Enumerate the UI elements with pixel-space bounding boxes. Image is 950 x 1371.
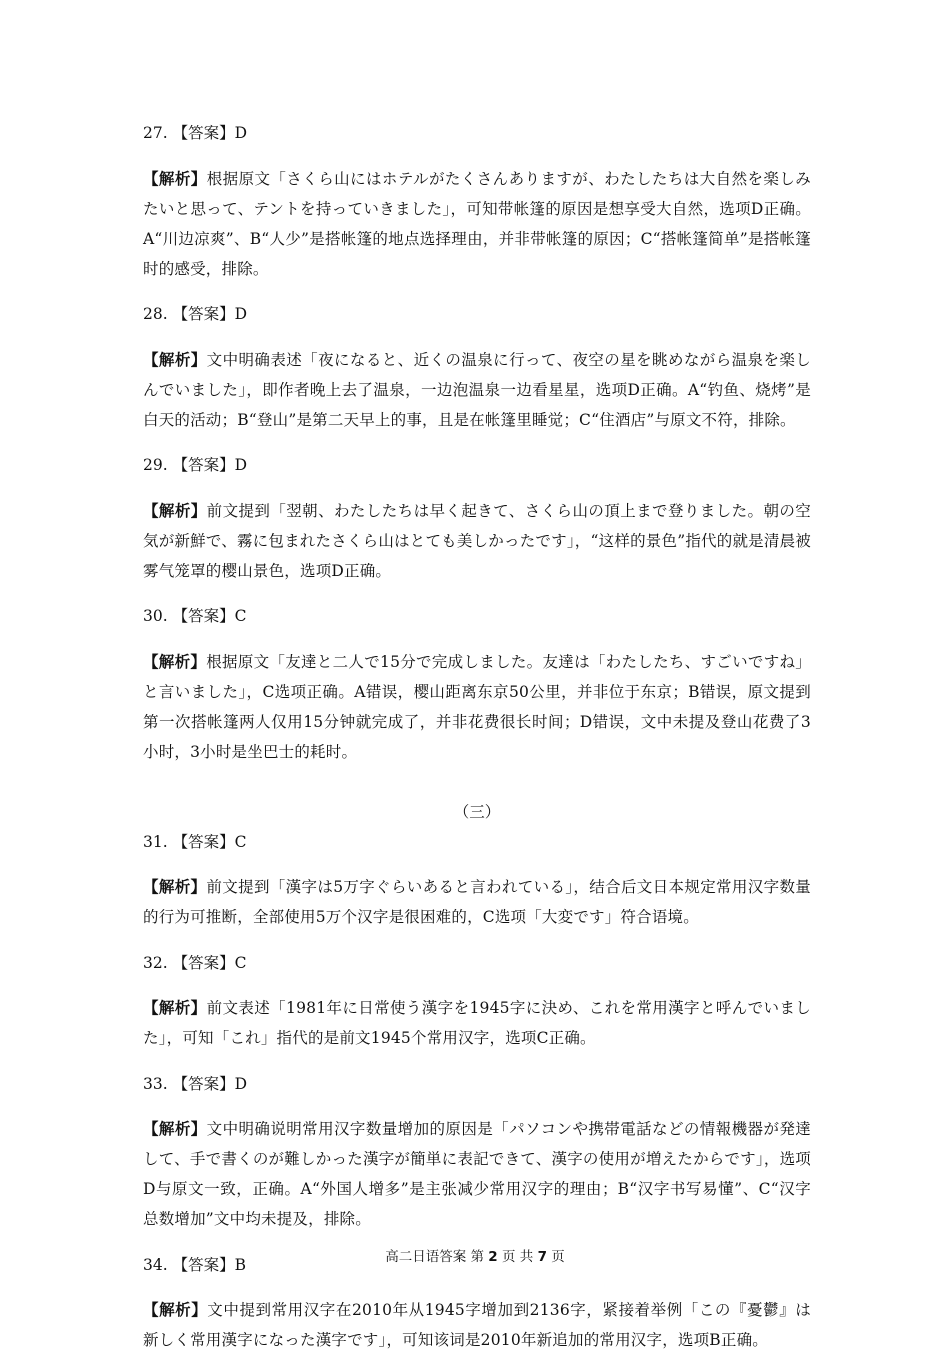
answer-line-32: 32. 【答案】C [143, 953, 247, 972]
explanation-29 [143, 496, 811, 586]
question-30 [143, 601, 811, 767]
explanation-text: 文中明确说明常用汉字数量增加的原因是「パソコンや携帯電話などの情報機器が発達して、手で書くのが難しかった漢字が簡単に表記できて、漢字の使用が増えたからです」，选项D与原文一致，正确。A“外国人增多”是主张减少常用汉字的理由；B“汉字书写易懂”、C“汉字总数增加”文中均未提及，排除。 [143, 1120, 811, 1228]
explanation-32 [143, 993, 811, 1053]
explanation-tag: 【解析】 [143, 168, 207, 188]
answer-line-34: 34. 【答案】B [143, 1255, 246, 1274]
section-heading: （三） [453, 802, 501, 821]
question-34 [143, 1250, 811, 1356]
answer-line-27: 27. 【答案】D [143, 124, 248, 142]
explanation-tag: 【解析】 [143, 1119, 207, 1138]
footer-page-number: 2 [488, 1249, 498, 1265]
footer-total-pages: 7 [537, 1249, 547, 1265]
answer-line-30: 30. 【答案】C [143, 607, 247, 625]
footer-suffix: 页 [551, 1249, 565, 1265]
question-31 [143, 827, 811, 933]
explanation-text: 根据原文「友達と二人で15分で完成しました。友達は「わたしたち、すごいですね」と言いました」，C选项正确。A错误，樱山距离东京50公里，并非位于东京；B错误，原文提到第一次搭帐篷两人仅用15分钟就完成了，并非花费很长时间；D错误，文中未提及登山花费了3小时，3小时是坐巴士的耗时。 [143, 652, 811, 761]
explanation-text: 前文提到「漢字は5万字ぐらいあると言われている」，结合后文日本规定常用汉字数量的行为可推断，全部使用5万个汉字是很困难的，C选项「大変です」符合语境。 [143, 878, 811, 926]
answer-line-28: 28. 【答案】D [143, 305, 248, 323]
question-32 [143, 948, 811, 1054]
question-33 [143, 1069, 811, 1235]
answer-line-31: 31. 【答案】C [143, 832, 247, 851]
explanation-text: 根据原文「さくら山にはホテルがたくさんありますが、わたしたちは大自然を楽しみたいと思って、テントを持っていきました」，可知带帐篷的原因是想享受大自然，选项D正确。A“川边凉爽”、B“人少”是搭帐篷的地点选择理由，并非带帐篷的原因；C“搭帐篷简单”是搭帐篷时的感受，排除。 [143, 169, 811, 278]
explanation-31 [143, 872, 811, 932]
answer-line-33: 33. 【答案】D [143, 1074, 248, 1093]
footer-prefix: 高二日语答案 第 [385, 1249, 484, 1265]
question-29 [143, 450, 811, 586]
explanation-34 [143, 1295, 811, 1355]
explanation-tag: 【解析】 [143, 651, 207, 671]
explanation-tag: 【解析】 [143, 998, 207, 1017]
question-27 [143, 118, 811, 284]
explanation-tag: 【解析】 [143, 877, 207, 896]
answer-content [143, 118, 811, 1371]
explanation-text: 文中提到常用汉字在2010年从1945字增加到2136字，紧接着举例「この『憂鬱』は新しく常用漢字になった漢字です」，可知该词是2010年新追加的常用汉字，选项B正确。 [143, 1301, 811, 1349]
explanation-tag: 【解析】 [143, 500, 207, 520]
answer-line-29: 29. 【答案】D [143, 456, 248, 474]
explanation-28 [143, 345, 811, 435]
explanation-tag: 【解析】 [143, 349, 207, 369]
page-footer [0, 1245, 950, 1265]
footer-middle: 页 共 [502, 1249, 534, 1265]
explanation-33 [143, 1114, 811, 1234]
question-28 [143, 299, 811, 435]
explanation-30 [143, 647, 811, 767]
explanation-tag: 【解析】 [143, 1300, 208, 1319]
explanation-text: 前文表述「1981年に日常使う漢字を1945字に決め、これを常用漢字と呼んでいました」，可知「これ」指代的是前文1945个常用汉字，选项C正确。 [143, 999, 811, 1047]
explanation-text: 文中明确表述「夜になると、近くの温泉に行って、夜空の星を眺めながら温泉を楽しんでいました」，即作者晚上去了温泉，一边泡温泉一边看星星，选项D正确。A“钓鱼、烧烤”是白天的活动；B“登山”是第二天早上的事，且是在帐篷里睡觉；C“住酒店”与原文不符，排除。 [143, 350, 811, 429]
explanation-text: 前文提到「翌朝、わたしたちは早く起きて、さくら山の頂上まで登りました。朝の空気が新鮮で、霧に包まれたさくら山はとても美しかったです」，“这样的景色”指代的就是清晨被雾气笼罩的樱山景色，选项D正确。 [143, 501, 811, 580]
explanation-27 [143, 164, 811, 284]
